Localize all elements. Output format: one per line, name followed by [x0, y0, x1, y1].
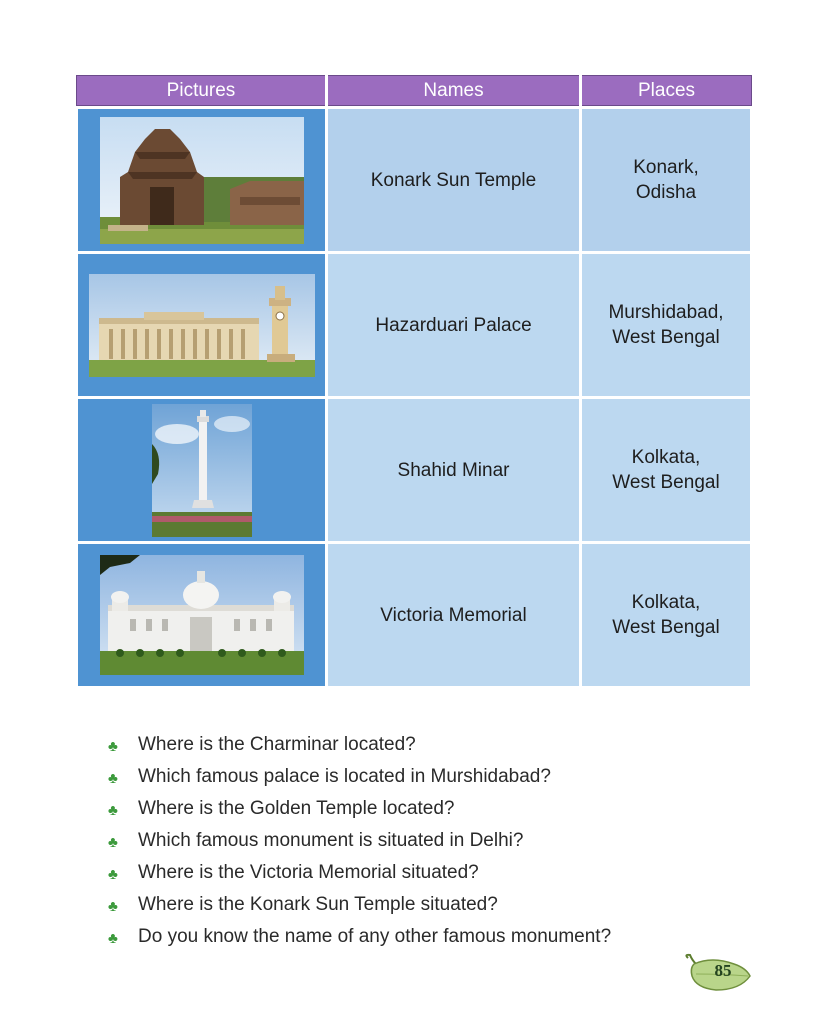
table-row: [77, 253, 752, 398]
picture-cell: [77, 253, 327, 398]
place-line-1: Kolkata,: [631, 592, 701, 613]
list-item: [108, 796, 611, 828]
monuments-table: [75, 75, 753, 689]
list-item: [108, 732, 611, 764]
question-text: Where is the Charminar located?: [138, 734, 416, 755]
club-icon: ♣: [108, 834, 118, 851]
monument-name-cell: Konark Sun Temple: [327, 108, 581, 253]
monument-place-cell: [581, 108, 752, 253]
table-row: [77, 543, 752, 688]
victoria-memorial-photo: [100, 555, 304, 675]
picture-cell: [77, 398, 327, 543]
question-text: Which famous palace is located in Murshidabad?: [138, 766, 551, 787]
header-names: Names: [327, 75, 581, 108]
shahid-minar-photo: [152, 404, 252, 537]
monument-place-cell: [581, 543, 752, 688]
table-header-row: [77, 75, 752, 108]
question-text: Where is the Victoria Memorial situated?: [138, 862, 479, 883]
table-row: [77, 398, 752, 543]
picture-cell: [77, 108, 327, 253]
monument-name-cell: Victoria Memorial: [327, 543, 581, 688]
place-line-2: West Bengal: [612, 617, 720, 638]
place-line-1: Murshidabad,: [608, 302, 724, 323]
table-row: [77, 108, 752, 253]
header-pictures: Pictures: [77, 75, 327, 108]
page-number: 85: [714, 961, 732, 980]
club-icon: ♣: [108, 866, 118, 883]
konark-sun-temple-photo: [100, 117, 304, 244]
place-line-2: West Bengal: [612, 472, 720, 493]
question-text: Which famous monument is situated in Delhi?: [138, 830, 524, 851]
place-line-2: Odisha: [635, 182, 697, 203]
monument-place-cell: [581, 398, 752, 543]
question-text: Where is the Golden Temple located?: [138, 798, 455, 819]
question-text: Do you know the name of any other famous monument?: [138, 926, 612, 947]
club-icon: ♣: [108, 898, 118, 915]
list-item: [108, 828, 611, 860]
place-line-2: West Bengal: [612, 327, 720, 348]
list-item: [108, 860, 611, 892]
list-item: [108, 764, 611, 796]
question-list: [108, 732, 611, 956]
question-text: Where is the Konark Sun Temple situated?: [138, 894, 498, 915]
header-places: Places: [581, 75, 752, 108]
picture-cell: [77, 543, 327, 688]
monument-name-cell: Shahid Minar: [327, 398, 581, 543]
club-icon: ♣: [108, 802, 118, 819]
club-icon: ♣: [108, 738, 118, 755]
hazarduari-palace-photo: [89, 274, 315, 377]
club-icon: ♣: [108, 930, 118, 947]
monument-name-cell: Hazarduari Palace: [327, 253, 581, 398]
list-item: [108, 892, 611, 924]
place-line-1: Kolkata,: [631, 447, 701, 468]
list-item: [108, 924, 611, 956]
monument-place-cell: [581, 253, 752, 398]
club-icon: ♣: [108, 770, 118, 787]
place-line-1: Konark,: [633, 157, 699, 178]
monuments-table-container: [75, 75, 750, 689]
